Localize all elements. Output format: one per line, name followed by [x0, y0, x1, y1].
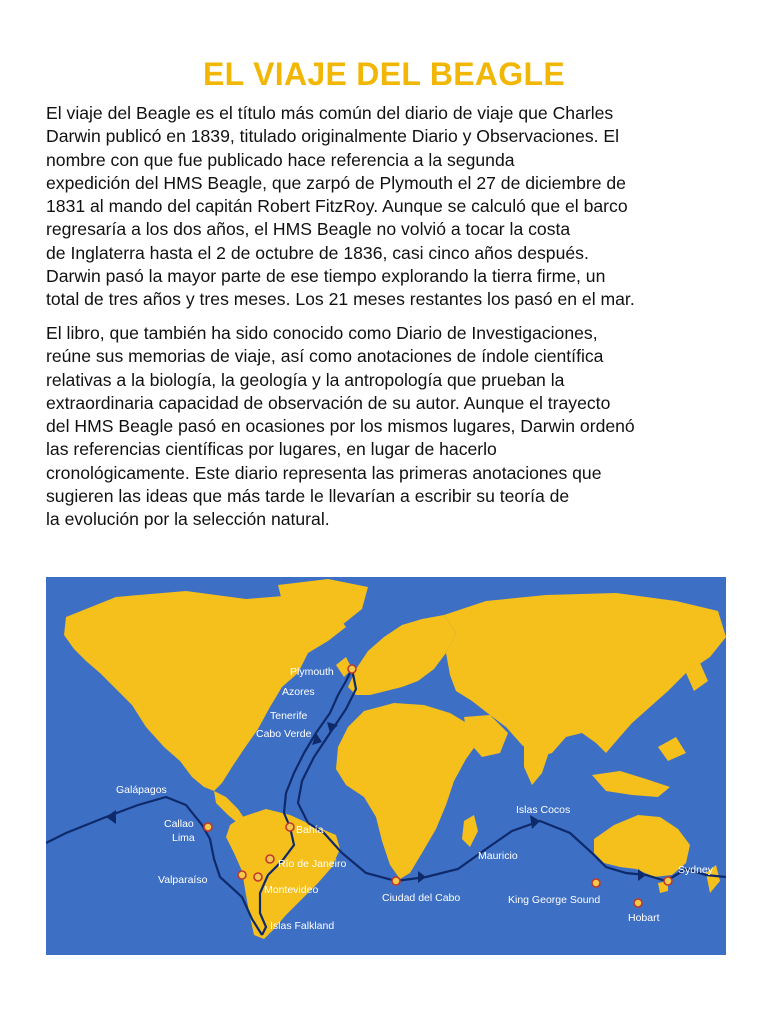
port-marker-king-george — [592, 879, 600, 887]
label-cabo-verde: Cabo Verde — [256, 728, 312, 740]
paragraph-line: cronológicamente. Este diario representa las primeras anotaciones que — [46, 462, 602, 483]
port-marker-rio — [266, 855, 274, 863]
paragraph-line: la evolución por la selección natural. — [46, 509, 330, 530]
voyage-map — [46, 577, 726, 955]
paragraph-intro — [46, 102, 736, 312]
label-valparaiso: Valparaíso — [158, 874, 208, 886]
port-marker-bahia — [286, 823, 294, 831]
label-rio: Río de Janeiro — [278, 858, 347, 870]
label-mauricio: Mauricio — [478, 850, 518, 862]
paragraph-line: El libro, que también ha sido conocido como Diario de Investigaciones, — [46, 323, 598, 343]
page-title: EL VIAJE DEL BEAGLE — [203, 56, 565, 92]
label-bahia: Bahía — [296, 824, 324, 836]
label-plymouth: Plymouth — [290, 666, 334, 678]
port-marker-cabo — [392, 877, 400, 885]
port-marker-montevideo — [254, 873, 262, 881]
label-king-george: King George Sound — [508, 894, 601, 906]
paragraph-line: relativas a la biología, la geología y la antropología que prueban la — [46, 369, 565, 390]
label-hobart: Hobart — [628, 912, 660, 924]
port-marker-hobart — [634, 899, 642, 907]
port-marker-valparaiso — [238, 871, 246, 879]
label-tenerife: Tenerife — [270, 710, 308, 722]
paragraph-line: total de tres años y tres meses. Los 21 meses restantes los pasó en el mar. — [46, 289, 635, 310]
label-cocos: Islas Cocos — [516, 804, 571, 816]
label-cabo: Ciudad del Cabo — [382, 892, 461, 904]
label-falkland: Islas Falkland — [270, 920, 335, 932]
paragraph-book — [46, 322, 736, 532]
paragraph-line: extraordinaria capacidad de observación de su autor. Aunque el trayecto — [46, 392, 611, 413]
paragraph-line: regresaría a los dos años, el HMS Beagle no volvió a tocar la costa — [46, 219, 571, 240]
label-azores: Azores — [282, 686, 315, 698]
paragraph-line: de Inglaterra hasta el 2 de octubre de 1836, casi cinco años después. — [46, 242, 589, 263]
paragraph-line: nombre con que fue publicado hace referencia a la segunda — [46, 149, 515, 170]
label-callao: Callao — [164, 818, 194, 830]
paragraph-line: El viaje del Beagle es el título más común del diario de viaje que Charles — [46, 103, 614, 123]
paragraph-line: 1831 al mando del capitán Robert FitzRoy. Aunque se calculó que el barco — [46, 196, 628, 217]
paragraph-line: Darwin publicó en 1839, titulado originalmente Diario y Observaciones. El — [46, 126, 620, 147]
label-galapagos: Galápagos — [116, 784, 167, 796]
label-sydney: Sydney — [678, 864, 714, 876]
port-marker-callao — [204, 823, 212, 831]
paragraph-line: sugieren las ideas que más tarde le llevarían a escribir su teoría de — [46, 486, 570, 507]
paragraph-line: Darwin pasó la mayor parte de ese tiempo explorando la tierra firme, un — [46, 266, 606, 287]
paragraph-line: reúne sus memorias de viaje, así como anotaciones de índole científica — [46, 346, 604, 367]
port-marker-plymouth — [348, 665, 356, 673]
paragraph-line: las referencias científicas por lugares, en lugar de hacerlo — [46, 439, 497, 460]
paragraph-line: del HMS Beagle pasó en ocasiones por los mismos lugares, Darwin ordenó — [46, 416, 635, 437]
label-lima: Lima — [172, 832, 195, 844]
label-montevideo: Montevideo — [264, 884, 319, 896]
paragraph-line: expedición del HMS Beagle, que zarpó de Plymouth el 27 de diciembre de — [46, 172, 626, 193]
port-marker-sydney — [664, 877, 672, 885]
